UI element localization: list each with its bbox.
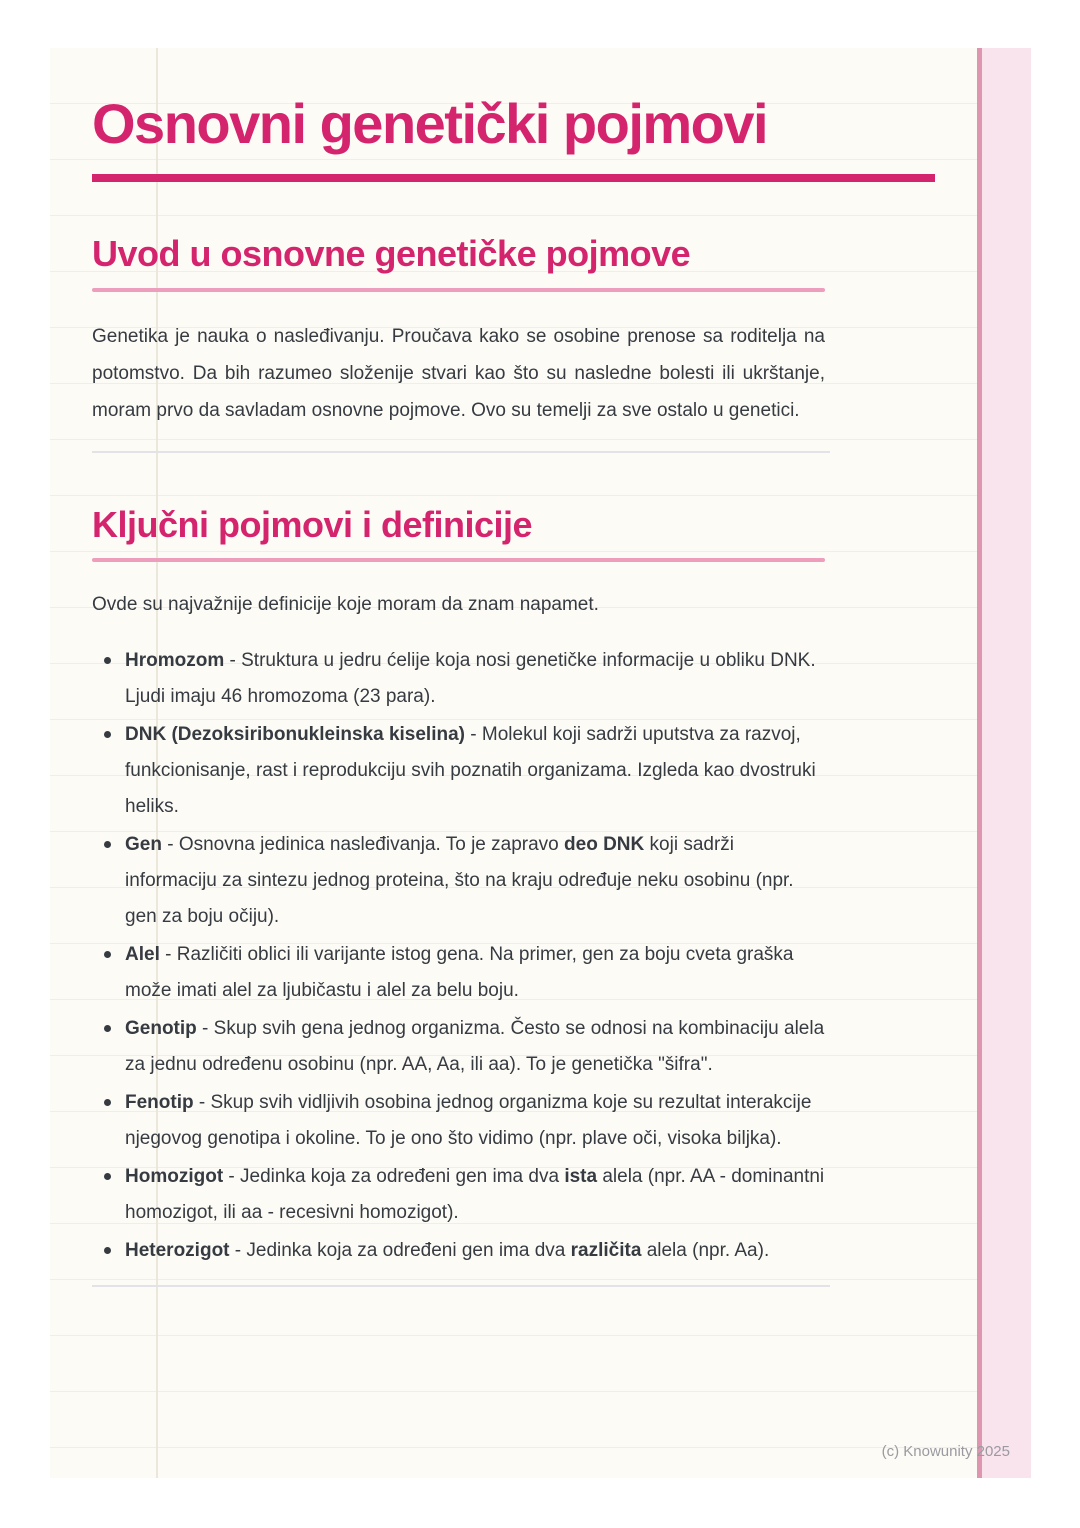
heading-underline <box>92 558 825 562</box>
notes-page <box>50 48 1031 1478</box>
definition-text: - Molekul koji sadrži uputstva za razvoj, funkcionisanje, rast i reprodukciju svih poznatih organizama. Izgleda kao dvostruki heliks. <box>125 723 816 817</box>
section-heading-key-terms: Ključni pojmovi i definicije <box>92 503 533 545</box>
definition-term: ista <box>564 1165 598 1187</box>
title-underline <box>92 174 935 182</box>
definition-item <box>92 643 830 715</box>
page-content <box>92 48 935 1287</box>
intro-paragraph: Genetika je nauka o nasleđivanju. Proučava kako se osobine prenose sa roditelja na potomstvo. Da bih razumeo složenije stvari kao što su nasledne bolesti ili ukrštanje, moram prvo da savladam osnovne pojmove. Ovo su temelji za sve ostalo u genetici. <box>92 325 825 421</box>
bottom-divider <box>92 1285 830 1287</box>
section-divider <box>92 451 830 453</box>
definition-term: Gen <box>125 833 162 855</box>
definition-text: alela (npr. Aa). <box>641 1239 770 1261</box>
section-heading-intro: Uvod u osnovne genetičke pojmove <box>92 233 691 275</box>
definition-term: Hromozom <box>125 649 225 671</box>
definition-term: Alel <box>125 943 160 965</box>
definition-term: Fenotip <box>125 1091 194 1113</box>
definition-term: Homozigot <box>125 1165 224 1187</box>
page-edge-stripe <box>977 48 1031 1478</box>
copyright-notice: (c) Knowunity 2025 <box>881 1443 1010 1460</box>
definition-text: - Skup svih gena jednog organizma. Često se odnosi na kombinaciju alela za jednu određenu osobinu (npr. AA, Aa, ili aa). To je genetička "šifra". <box>125 1017 825 1075</box>
definition-text: - Jedinka koja za određeni gen ima dva <box>223 1165 565 1187</box>
page-title: Osnovni genetički pojmovi <box>92 92 768 155</box>
definition-item <box>92 937 830 1009</box>
definition-term: DNK (Dezoksiribonukleinska kiselina) <box>125 723 465 745</box>
definitions-intro-line: Ovde su najvažnije definicije koje moram da znam napamet. <box>92 593 599 615</box>
definition-text: - Osnovna jedinica nasleđivanja. To je zapravo <box>161 833 565 855</box>
definition-text: - Struktura u jedru ćelije koja nosi genetičke informacije u obliku DNK. Ljudi imaju 46 hromozoma (23 para). <box>125 649 816 707</box>
definition-item <box>92 717 830 825</box>
section-key-terms <box>92 503 935 1269</box>
definition-term: Genotip <box>125 1017 197 1039</box>
definition-text: - Skup svih vidljivih osobina jednog organizma koje su rezultat interakcije njegovog genotipa i okoline. To je ono što vidimo (npr. plave oči, visoka biljka). <box>125 1091 812 1149</box>
definitions-list <box>92 643 830 1269</box>
definition-text: - Različiti oblici ili varijante istog gena. Na primer, gen za boju cveta graška može imati alel za ljubičastu i alel za belu boju. <box>125 943 794 1001</box>
heading-underline <box>92 288 825 292</box>
definition-term: deo DNK <box>564 833 645 855</box>
definition-item <box>92 1011 830 1083</box>
section-intro <box>92 232 935 428</box>
definition-item <box>92 1233 830 1269</box>
definition-item <box>92 1159 830 1231</box>
definition-text: alela (npr. AA - dominantni homozigot, ili aa - recesivni homozigot). <box>125 1165 825 1223</box>
definition-term: različita <box>570 1239 642 1261</box>
definition-text: - Jedinka koja za određeni gen ima dva <box>229 1239 571 1261</box>
definition-item <box>92 827 830 935</box>
definition-item <box>92 1085 830 1157</box>
definition-text: koji sadrži informaciju za sintezu jednog proteina, što na kraju određuje neku osobinu (npr. gen za boju očiju). <box>125 833 794 927</box>
definition-term: Heterozigot <box>125 1239 230 1261</box>
